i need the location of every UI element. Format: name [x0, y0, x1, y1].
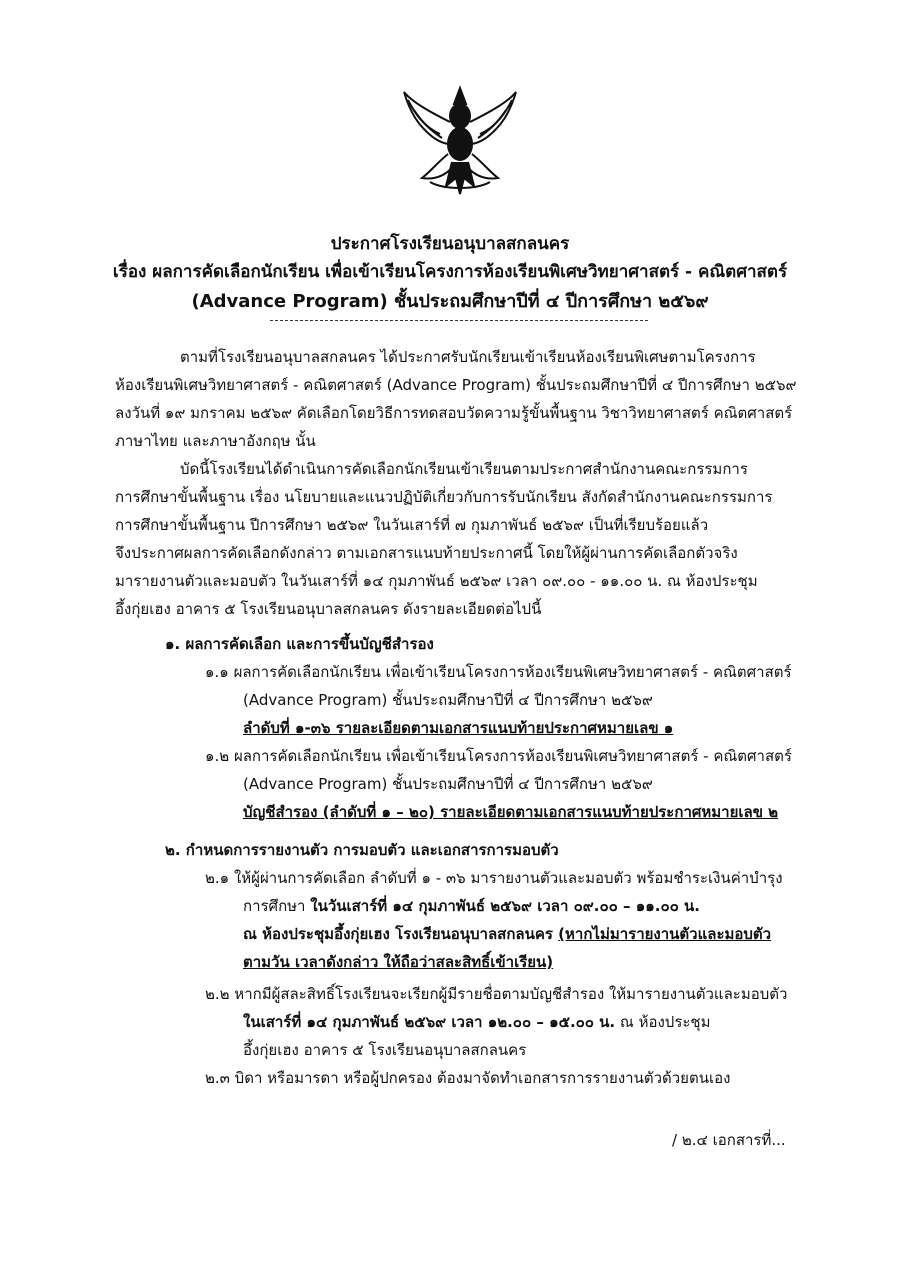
item-2-1: ๒.๑ ให้ผู้ผ่านการคัดเลือก ลำดับที่ ๑ - ๓๖ มารายงานตัวและมอบตัว พร้อมชำระเงินค่าบำรุง — [205, 869, 783, 887]
section-1-title: ๑. ผลการคัดเลือก และการขึ้นบัญชีสำรอง — [165, 635, 434, 653]
item-1-1-attachment: ลำดับที่ ๑-๓๖ รายละเอียดตามเอกสารแนบท้ายประกาศหมายเลข ๑ — [243, 719, 674, 737]
item-2-3: ๒.๓ บิดา หรือมารดา หรือผู้ปกครอง ต้องมาจัดทำเอกสารการรายงานตัวด้วยตนเอง — [205, 1069, 731, 1087]
dashed-divider — [270, 320, 648, 321]
item-2-2: ๒.๒ หากมีผู้สละสิทธิ์โรงเรียนจะเรียกผู้มีรายชื่อตามบัญชีสำรอง ให้มารายงานตัวและมอบตัว — [205, 985, 788, 1003]
item-1-2-attachment: บัญชีสำรอง (ลำดับที่ ๑ – ๒๐) รายละเอียดตามเอกสารแนบท้ายประกาศหมายเลข ๒ — [243, 803, 779, 821]
announcement-title: ประกาศโรงเรียนอนุบาลสกลนคร — [330, 234, 570, 254]
item-1-2: ๑.๒ ผลการคัดเลือกนักเรียน เพื่อเข้าเรียนโครงการห้องเรียนพิเศษวิทยาศาสตร์ - คณิตศาสตร์ — [205, 747, 792, 765]
item-1-1: ๑.๑ ผลการคัดเลือกนักเรียน เพื่อเข้าเรียนโครงการห้องเรียนพิเศษวิทยาศาสตร์ - คณิตศาสตร์ — [205, 663, 792, 681]
garuda-emblem — [400, 82, 520, 200]
announcement-program: (Advance Program) ชั้นประถมศึกษาปีที่ ๔ ปีการศึกษา ๒๕๖๙ — [191, 291, 709, 312]
page-continuation: / ๒.๔ เอกสารที่... — [672, 1131, 786, 1149]
announcement-subject: เรื่อง ผลการคัดเลือกนักเรียน เพื่อเข้าเรียนโครงการห้องเรียนพิเศษวิทยาศาสตร์ - คณิตศาสตร์ — [112, 262, 788, 282]
section-2-title: ๒. กำหนดการรายงานตัว การมอบตัว และเอกสารการมอบตัว — [165, 841, 559, 859]
